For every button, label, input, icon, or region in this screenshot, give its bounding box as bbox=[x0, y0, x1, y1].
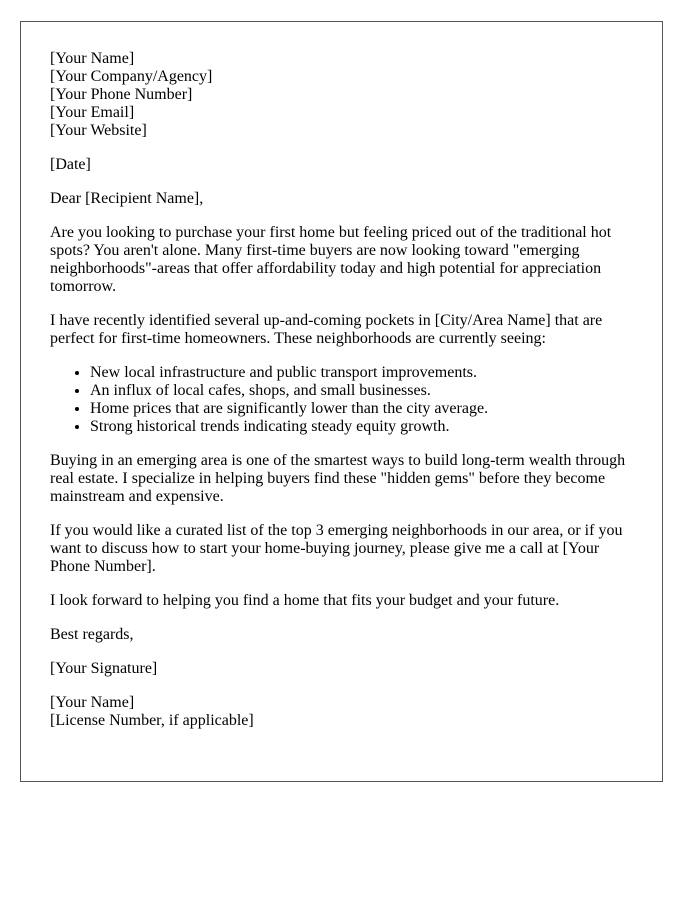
sender-company: [Your Company/Agency] bbox=[50, 68, 213, 85]
benefits-list bbox=[50, 364, 633, 436]
date: [Date] bbox=[50, 156, 91, 173]
sender-block bbox=[50, 50, 633, 140]
license-number: [License Number, if applicable] bbox=[50, 712, 254, 729]
neighborhoods-paragraph: I have recently identified several up-and-coming pockets in [City/Area Name] that are perfect for first-time homeowners. These neighborhoods are currently seeing: bbox=[50, 312, 603, 347]
sender-name: [Your Name] bbox=[50, 50, 135, 67]
list-item: • New local infrastructure and public transport improvements. bbox=[90, 364, 633, 382]
footer-block bbox=[50, 694, 633, 730]
sender-website: [Your Website] bbox=[50, 122, 147, 139]
signature: [Your Signature] bbox=[50, 660, 158, 677]
list-item: • Strong historical trends indicating steady equity growth. bbox=[90, 418, 633, 436]
body-paragraph: I look forward to helping you find a home that fits your budget and your future. bbox=[50, 592, 560, 609]
closing: Best regards, bbox=[50, 626, 134, 643]
body-paragraph: If you would like a curated list of the top 3 emerging neighborhoods in our area, or if you want to discuss how to start your home-buying journey, please give me a call at [Your Phone Number]. bbox=[50, 522, 623, 575]
footer-name: [Your Name] bbox=[50, 694, 135, 711]
body-paragraph: Buying in an emerging area is one of the smartest ways to build long-term wealth through real estate. I specialize in helping buyers find these "hidden gems" before they become mainstream and expensive. bbox=[50, 452, 626, 505]
intro-paragraph: Are you looking to purchase your first home but feeling priced out of the traditional hot spots? You aren't alone. Many first-time buyers are now looking toward "emerging neighborhoods"-areas that offer affordability today and high potential for appreciation tomorrow. bbox=[50, 224, 612, 295]
sender-phone: [Your Phone Number] bbox=[50, 86, 193, 103]
salutation: Dear [Recipient Name], bbox=[50, 190, 204, 207]
letter bbox=[20, 21, 663, 782]
list-item: • Home prices that are significantly lower than the city average. bbox=[90, 400, 633, 418]
sender-email: [Your Email] bbox=[50, 104, 135, 121]
list-item: • An influx of local cafes, shops, and small businesses. bbox=[90, 382, 633, 400]
